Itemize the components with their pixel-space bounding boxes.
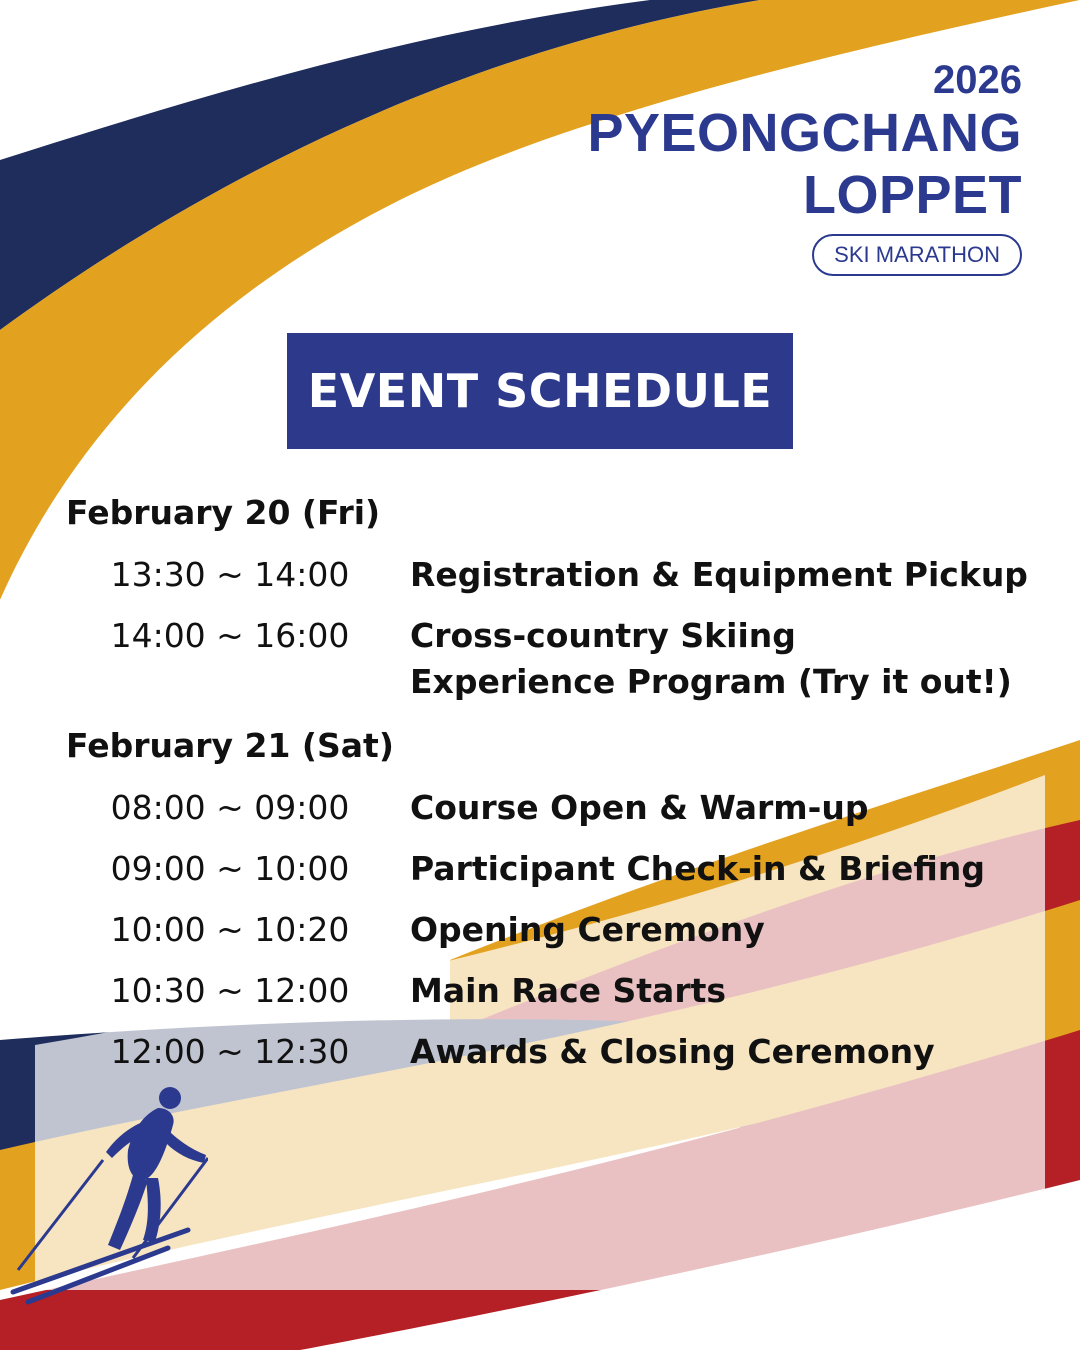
schedule-time: 13:30 ~ 14:00 bbox=[110, 555, 350, 594]
schedule-row bbox=[66, 844, 1046, 894]
schedule-description bbox=[410, 611, 1012, 705]
schedule-time: 10:00 ~ 10:20 bbox=[110, 910, 350, 949]
schedule-description-line: Awards & Closing Ceremony bbox=[410, 1032, 935, 1071]
day-heading: February 21 (Sat) bbox=[66, 726, 394, 765]
day-heading: February 20 (Fri) bbox=[66, 493, 381, 532]
schedule-time: 08:00 ~ 09:00 bbox=[110, 788, 350, 827]
schedule-description-line: Opening Ceremony bbox=[410, 910, 765, 949]
schedule-row bbox=[66, 1027, 1046, 1077]
event-title-line1: PYEONGCHANG bbox=[587, 103, 1022, 163]
schedule-description-line: Experience Program (Try it out!) bbox=[410, 662, 1012, 701]
schedule-time: 10:30 ~ 12:00 bbox=[110, 971, 350, 1010]
schedule-description bbox=[410, 905, 765, 953]
schedule-description-line: Participant Check-in & Briefing bbox=[410, 849, 986, 888]
schedule-description-line: Cross-country Skiing bbox=[410, 616, 796, 655]
event-title-block bbox=[587, 58, 1022, 276]
schedule-time: 12:00 ~ 12:30 bbox=[110, 1032, 350, 1071]
schedule-description-line: Course Open & Warm-up bbox=[410, 788, 869, 827]
schedule-description bbox=[410, 844, 985, 892]
schedule bbox=[66, 488, 1046, 1088]
schedule-row bbox=[66, 611, 1046, 705]
schedule-description bbox=[410, 966, 726, 1014]
ski-marathon-badge: SKI MARATHON bbox=[812, 234, 1022, 276]
schedule-description-line: Registration & Equipment Pickup bbox=[410, 555, 1028, 594]
event-year: 2026 bbox=[933, 58, 1022, 102]
skier-icon bbox=[8, 1080, 208, 1310]
schedule-row bbox=[66, 783, 1046, 833]
schedule-row bbox=[66, 550, 1046, 600]
schedule-description bbox=[410, 783, 868, 831]
schedule-description bbox=[410, 550, 1028, 598]
event-schedule-banner: EVENT SCHEDULE bbox=[287, 333, 793, 449]
schedule-description-line: Main Race Starts bbox=[410, 971, 727, 1010]
schedule-time: 14:00 ~ 16:00 bbox=[110, 616, 350, 655]
schedule-description bbox=[410, 1027, 935, 1075]
schedule-time: 09:00 ~ 10:00 bbox=[110, 849, 350, 888]
schedule-row bbox=[66, 966, 1046, 1016]
event-title-line2: LOPPET bbox=[802, 165, 1022, 225]
schedule-row bbox=[66, 905, 1046, 955]
